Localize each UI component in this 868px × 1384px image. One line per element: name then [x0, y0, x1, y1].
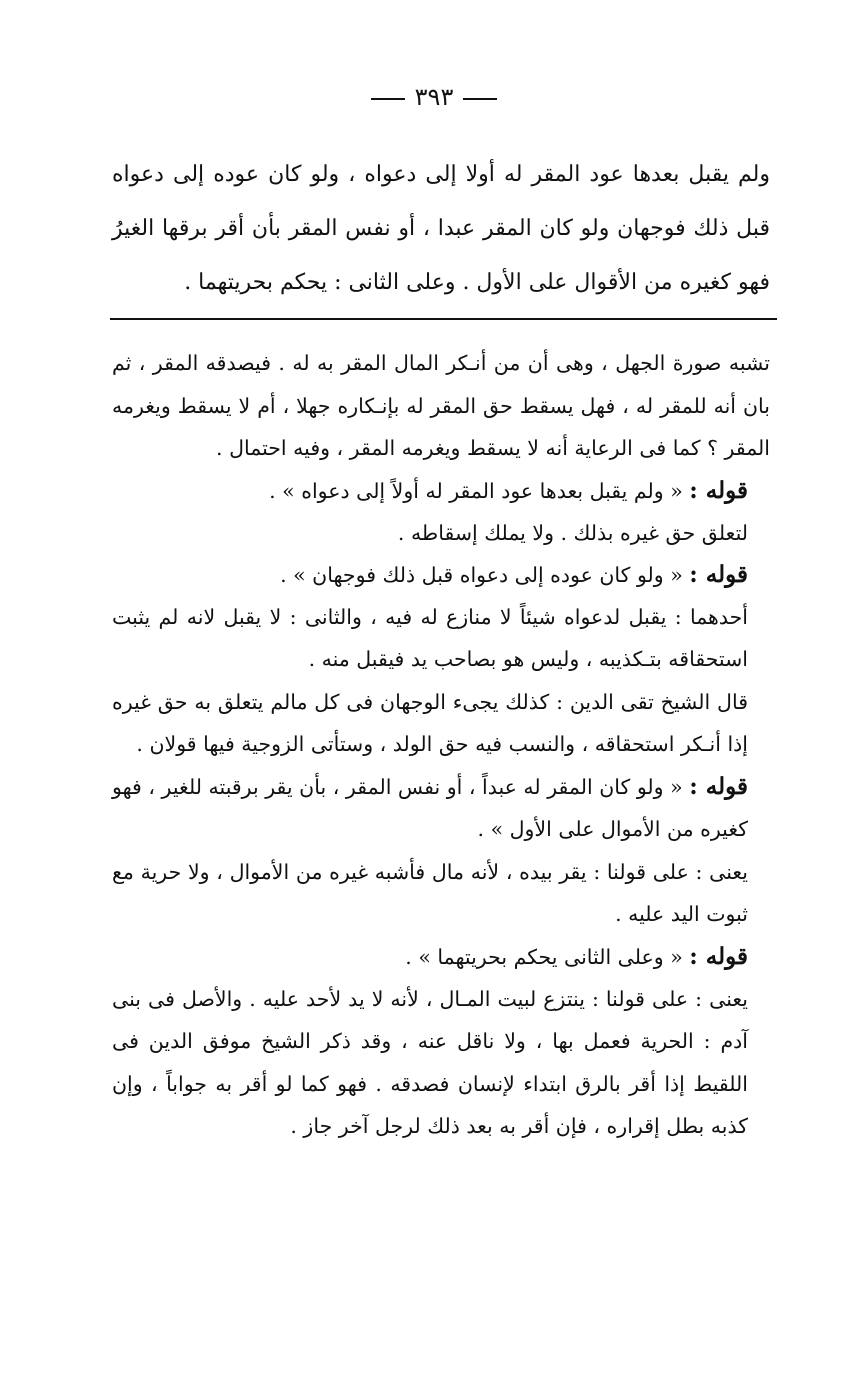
- main-text: ولم يقبل بعدها عود المقر له أولا إلى دعواه ، ولو كان عوده إلى دعواه قبل ذلك فوجهان ولو كان المقر عبدا ، أو نفس المقر بأن أقر برقها الغيرُ فهو كغيره من الأقوال على الأول . وعلى الثانى : يحكم بحريتهما .: [112, 162, 770, 295]
- commentary-paragraph: تشبه صورة الجهل ، وهى أن من أنـكر المال المقر به له . فيصدقه المقر ، ثم بان أنه للمقر له ، فهل يسقط حق المقر له بإنـكاره جهلا ، أم لا يسقط ويغرمه المقر ؟ كما فى الرعاية أنه لا يسقط ويغرمه المقر ، وفيه احتمال .: [112, 351, 770, 460]
- qawl-quote: [112, 470, 770, 512]
- commentary-paragraph: يعنى : على قولنا : ينتزع لبيت المـال ، لأنه لا يد لأحد عليه . والأصل فى بنى آدم : الحرية فعمل بها ، ولا ناقل عنه ، وقد ذكر الشيخ موفق الدين فى اللقيط إذا أقر بالرق ابتداء لإنسان فصدقه . فهو كما لو أقر به جواباً ، وإن كذبه بطل إقراره ، فإن أقر به بعد ذلك لرجل آخر جاز .: [112, 986, 748, 1138]
- qawl-text: « وعلى الثانى يحكم بحريتهما » .: [405, 944, 683, 969]
- qawl-label: قوله :: [689, 772, 748, 800]
- qawl-text: « ولم يقبل بعدها عود المقر له أولاً إلى دعواه » .: [269, 478, 683, 503]
- page-number-text: ٣٩٣: [414, 83, 454, 111]
- qawl-quote: [112, 936, 770, 978]
- qawl-text: « ولو كان عوده إلى دعواه قبل ذلك فوجهان » .: [280, 562, 683, 587]
- qawl-quote: [112, 554, 770, 596]
- qawl-label: قوله :: [689, 476, 748, 504]
- commentary: [112, 342, 770, 1148]
- qawl-text: « ولو كان المقر له عبداً ، أو نفس المقر ، بأن يقر برقبته للغير ، فهو كغيره من الأموال على الأول » .: [112, 774, 748, 841]
- qawl-quote: [112, 766, 770, 851]
- qawl-label: قوله :: [689, 560, 748, 588]
- commentary-paragraph: قال الشيخ تقى الدين : كذلك يجىء الوجهان فى كل مالم يتعلق به حق غيره إذا أنـكر استحقاقه ، والنسب فيه حق الولد ، وستأتى الزوجية فيها قولان .: [112, 689, 748, 756]
- section-divider: [110, 318, 777, 320]
- page-number-dash-right: [463, 98, 497, 100]
- commentary-paragraph: يعنى : على قولنا : يقر بيده ، لأنه مال فأشبه غيره من الأموال ، ولا حرية مع ثبوت اليد عليه .: [112, 859, 748, 926]
- commentary-paragraph: أحدهما : يقبل لدعواه شيئاً لا منازع له فيه ، والثانى : لا يقبل لانه لم يثبت استحقاقه بتـكذيبه ، وليس هو بصاحب يد فيقبل منه .: [112, 604, 748, 671]
- page-number-dash-left: [371, 98, 405, 100]
- qawl-label: قوله :: [689, 942, 748, 970]
- page-number: [0, 82, 868, 112]
- commentary-paragraph: لتعلق حق غيره بذلك . ولا يملك إسقاطه .: [397, 520, 748, 545]
